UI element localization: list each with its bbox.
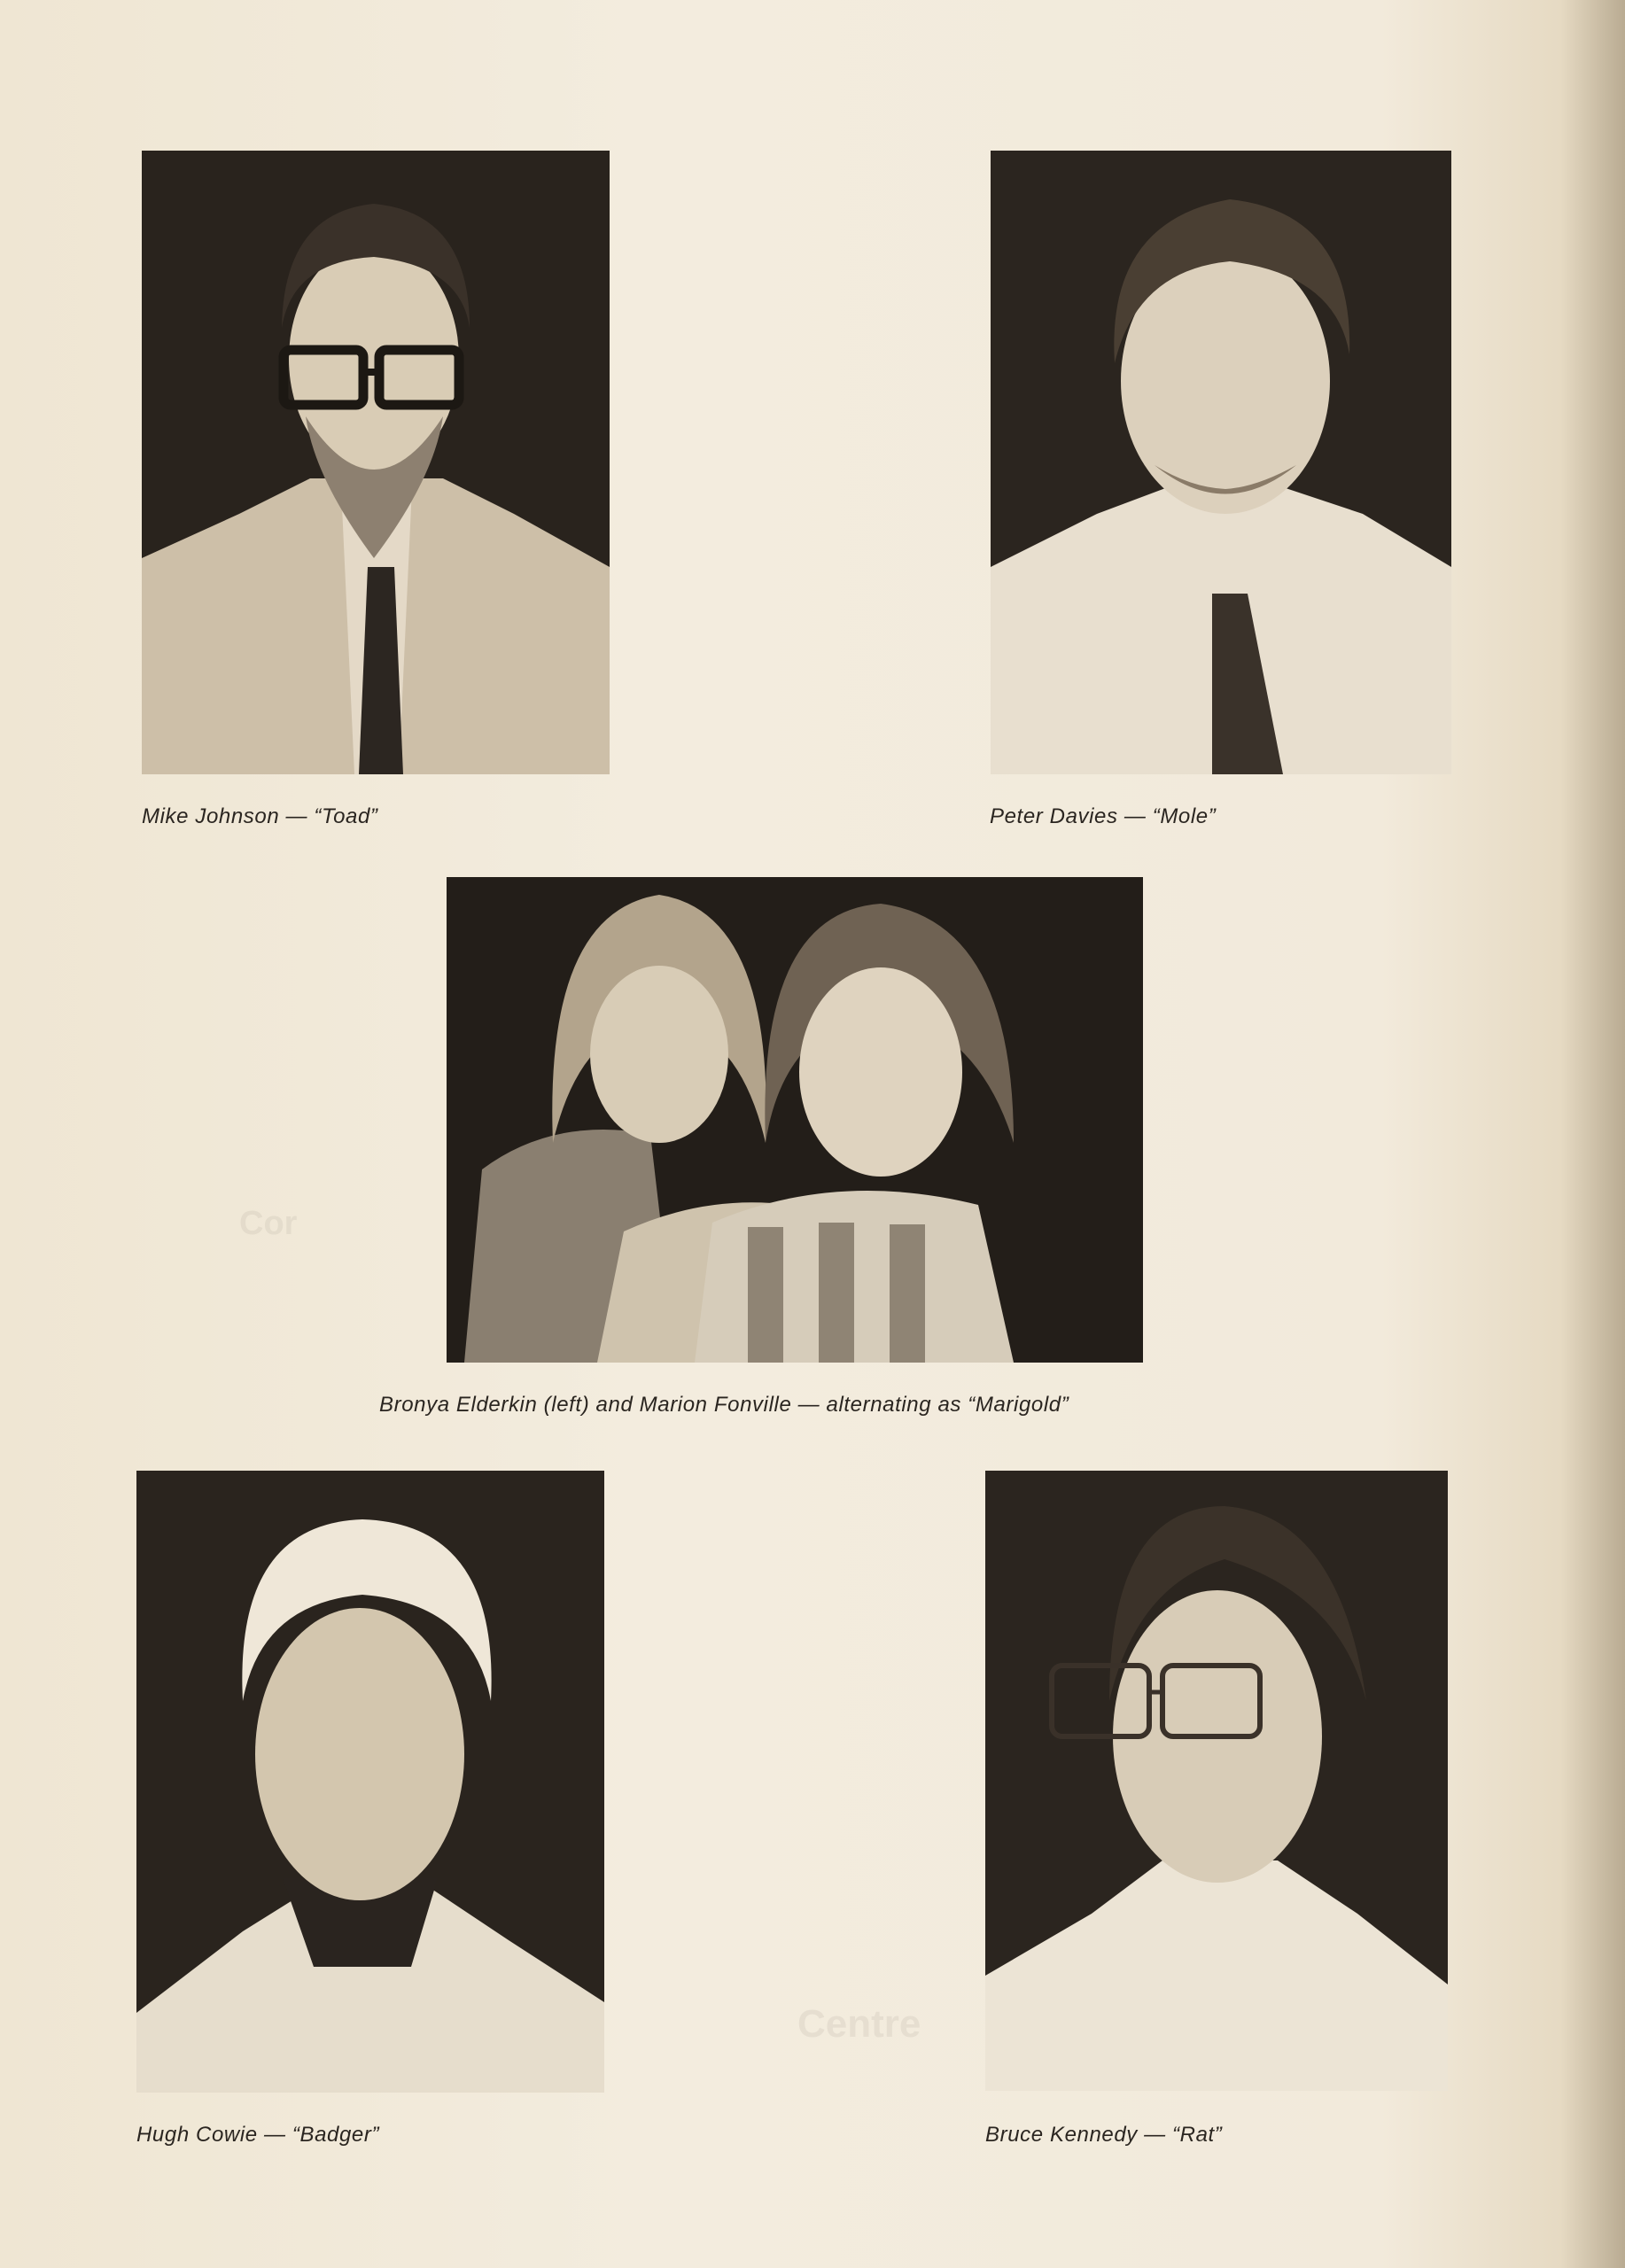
caption-peter-davies: Peter Davies — “Mole” [990, 804, 1217, 828]
caption-bruce-kennedy: Bruce Kennedy — “Rat” [985, 2123, 1223, 2147]
portrait-photo-peter-davies [991, 151, 1451, 774]
caption-elderkin-fonville: Bronya Elderkin (left) and Marion Fonville — alternating as “Marigold” [379, 1393, 1069, 1417]
show-through-text: Centre [797, 2002, 921, 2046]
caption-mike-johnson: Mike Johnson — “Toad” [142, 804, 378, 828]
portrait-photo-mike-johnson [142, 151, 610, 774]
portrait-photo-hugh-cowie [136, 1471, 604, 2093]
caption-hugh-cowie: Hugh Cowie — “Badger” [136, 2123, 380, 2147]
portrait-photo-bruce-kennedy [985, 1471, 1448, 2091]
show-through-text: Cor [239, 1205, 298, 1242]
portrait-photo-elderkin-fonville [447, 877, 1143, 1363]
